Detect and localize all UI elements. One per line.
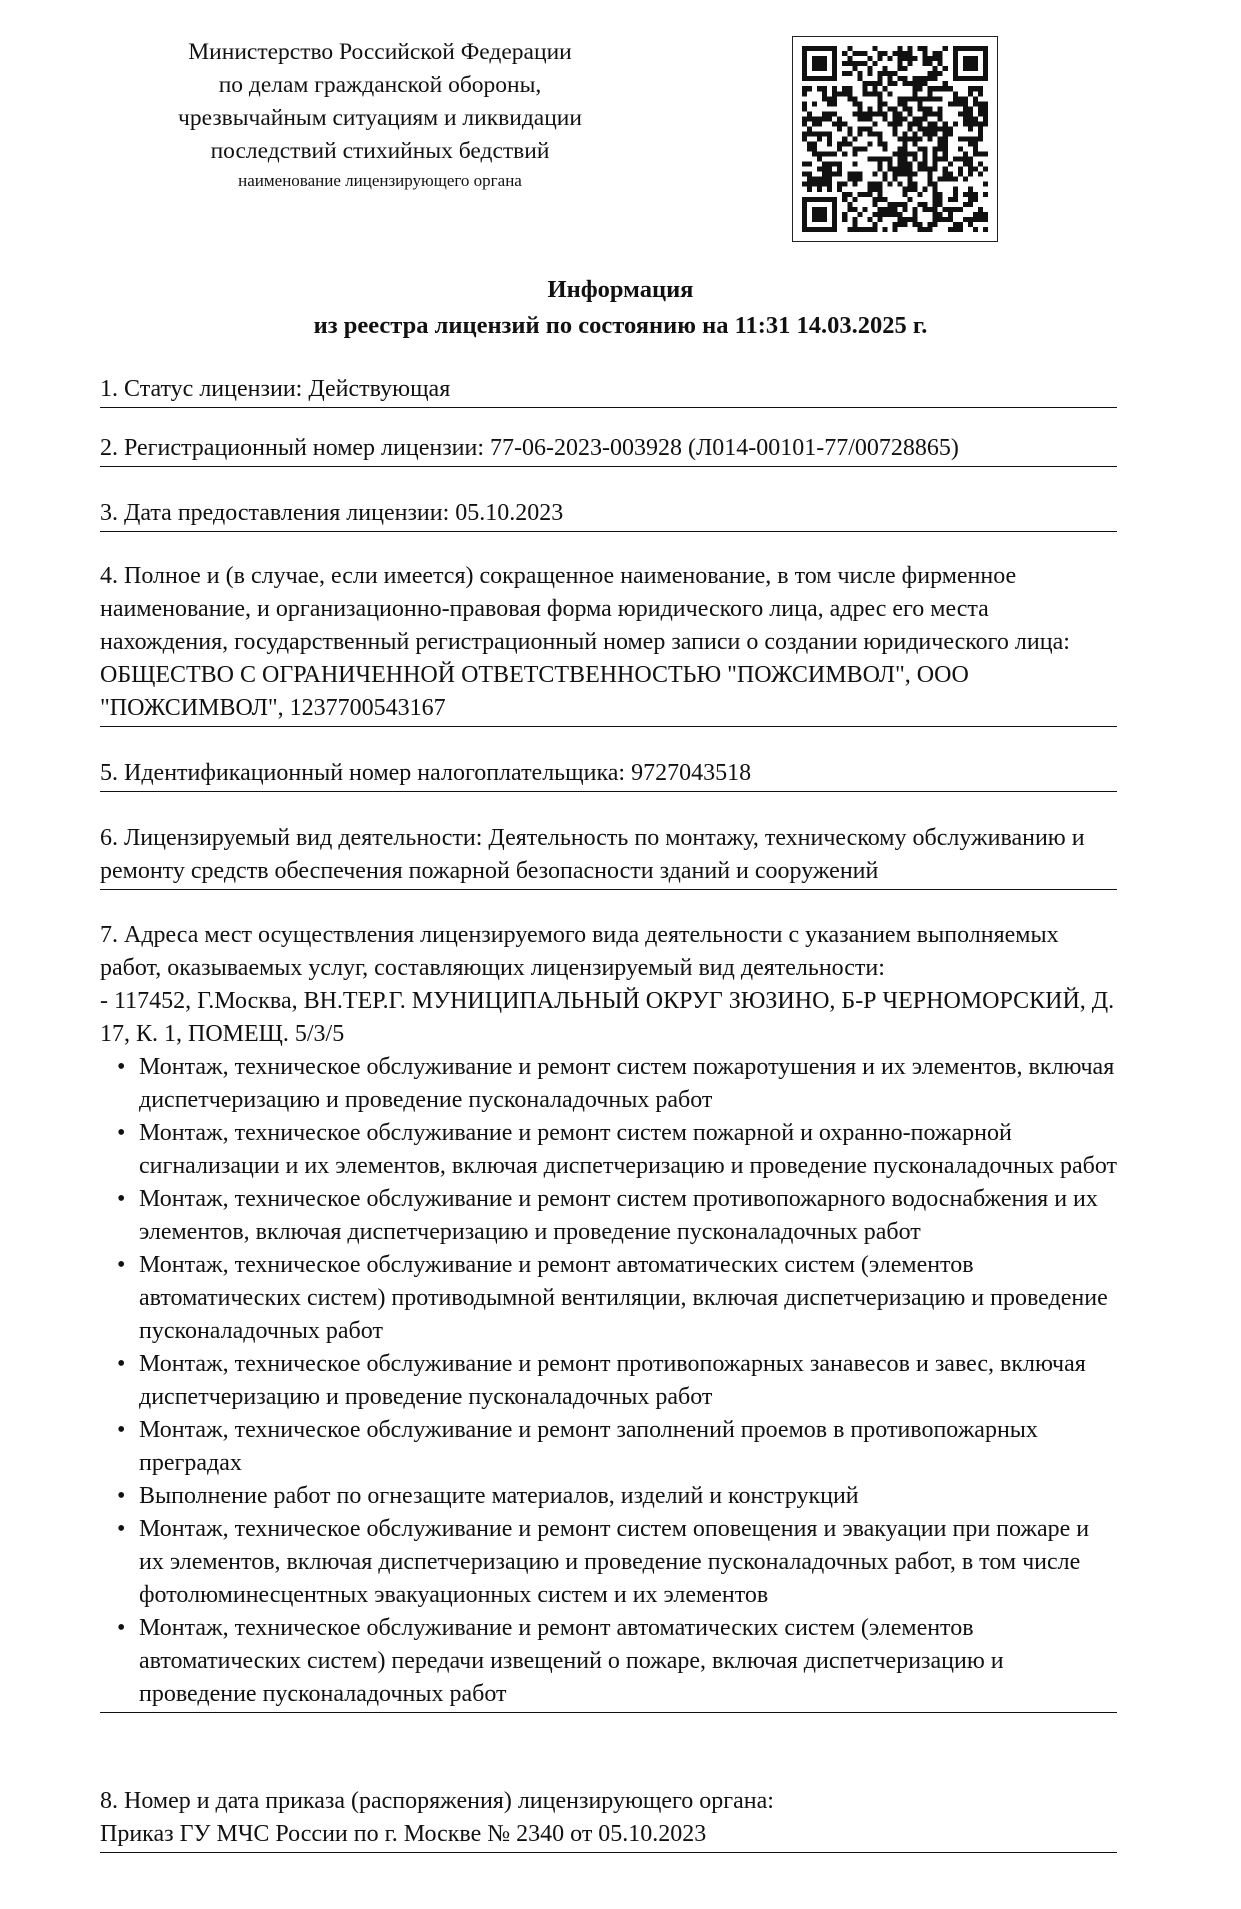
field-registration-number (100, 432, 1117, 467)
order-value: Приказ ГУ МЧС России по г. Москве № 2340 от 05.10.2023 (100, 1818, 1117, 1853)
list-item: • Монтаж, техническое обслуживание и ремонт систем пожарной и охранно-пожарной сигнализации и их элементов, включая диспетчеризацию и проведение пусконаладочных работ (100, 1117, 1117, 1183)
inn-text: 5. Идентификационный номер налогоплательщика: 9727043518 (100, 757, 1117, 792)
title-line-1: Информация (547, 276, 694, 303)
address-text: - 117452, Г.Москва, ВН.ТЕР.Г. МУНИЦИПАЛЬНЫЙ ОКРУГ ЗЮЗИНО, Б-Р ЧЕРНОМОРСКИЙ, Д. 17, К. 1, ПОМЕЩ. 5/3/5 (100, 988, 1115, 1047)
addresses-intro: 7. Адреса мест осуществления лицензируемого вида деятельности с указанием выполняемых работ, оказываемых услуг, составляющих лицензируемый вид деятельности: (100, 922, 1059, 981)
list-item: • Монтаж, техническое обслуживание и ремонт автоматических систем (элементов автоматических систем) противодымной вентиляции, включая диспетчеризацию и проведение пусконаладочных работ (100, 1249, 1117, 1348)
order-label: 8. Номер и дата приказа (распоряжения) лицензирующего органа: (100, 1788, 774, 1814)
list-item: • Выполнение работ по огнезащите материалов, изделий и конструкций (100, 1480, 1117, 1513)
authority-name-line: последствий стихийных бедствий (210, 138, 550, 164)
licensing-authority (130, 36, 630, 192)
field-activity-type (100, 822, 1117, 890)
list-item: • Монтаж, техническое обслуживание и ремонт систем оповещения и эвакуации при пожаре и их элементов, включая диспетчеризацию и проведение пусконаладочных работ, в том числе фотолюминесцентных эвакуационных систем и их элементов (100, 1513, 1117, 1612)
field-license-status (100, 373, 1117, 408)
authority-name-line: Министерство Российской Федерации (188, 39, 572, 65)
registration-number-text: 2. Регистрационный номер лицензии: 77-06-2023-003928 (Л014-00101-77/00728865) (100, 432, 1117, 467)
list-item: • Монтаж, техническое обслуживание и ремонт систем пожаротушения и их элементов, включая диспетчеризацию и проведение пусконаладочных работ (100, 1051, 1117, 1117)
activity-type-text: 6. Лицензируемый вид деятельности: Деятельность по монтажу, техническому обслуживанию и ремонту средств обеспечения пожарной безопасности зданий и сооружений (100, 822, 1117, 890)
list-item: • Монтаж, техническое обслуживание и ремонт автоматических систем (элементов автоматических систем) передачи извещений о пожаре, включая диспетчеризацию и проведение пусконаладочных работ (100, 1612, 1117, 1711)
issue-date-text: 3. Дата предоставления лицензии: 05.10.2023 (100, 497, 1117, 532)
authority-caption: наименование лицензирующего органа (238, 171, 522, 190)
addresses-block (100, 919, 1117, 1713)
field-inn (100, 757, 1117, 792)
list-item: • Монтаж, техническое обслуживание и ремонт заполнений проемов в противопожарных преградах (100, 1414, 1117, 1480)
works-list (100, 1051, 1117, 1711)
list-item: • Монтаж, техническое обслуживание и ремонт противопожарных занавесов и завес, включая диспетчеризацию и проведение пусконаладочных работ (100, 1348, 1117, 1414)
license-status-text: 1. Статус лицензии: Действующая (100, 373, 1117, 408)
authority-name-line: по делам гражданской обороны, (218, 72, 542, 98)
field-activity-addresses (100, 919, 1117, 1713)
title-line-2: из реестра лицензий по состоянию на 11:31 14.03.2025 г. (313, 312, 928, 339)
document-title (0, 272, 1241, 344)
field-company-name (100, 560, 1117, 727)
company-name-text: 4. Полное и (в случае, если имеется) сокращенное наименование, в том числе фирменное наименование, и организационно-правовая форма юридического лица, адрес его места нахождения, государственный регистрационный номер записи о создании юридического лица: ОБЩЕСТВО С ОГРАНИЧЕННОЙ ОТВЕТСТВЕННОСТЬЮ "ПОЖСИМВОЛ", ООО "ПОЖСИМВОЛ", 1237700543167 (100, 560, 1117, 727)
list-item: • Монтаж, техническое обслуживание и ремонт систем противопожарного водоснабжения и их элементов, включая диспетчеризацию и проведение пусконаладочных работ (100, 1183, 1117, 1249)
qr-code-icon (792, 36, 998, 242)
field-issue-date (100, 497, 1117, 532)
authority-name-line: чрезвычайным ситуациям и ликвидации (178, 105, 582, 131)
field-order (100, 1785, 1117, 1853)
